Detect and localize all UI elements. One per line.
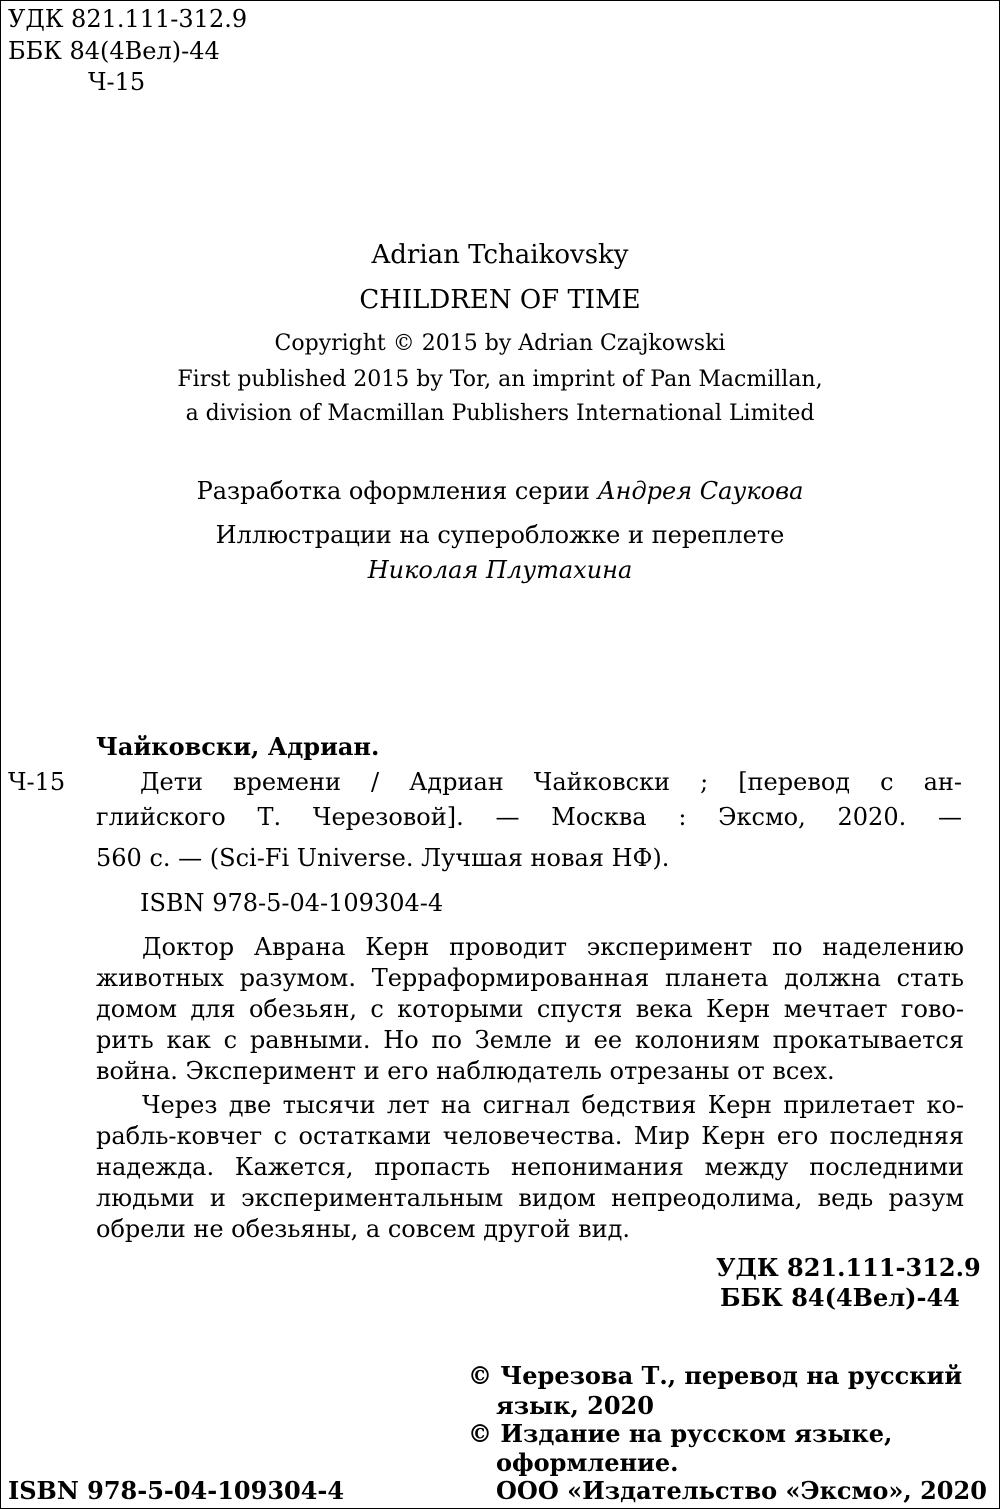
published-line-1: First published 2015 by Tor, an imprint of Pan Macmillan, — [177, 367, 823, 392]
bbk-bottom: ББК 84(4Вел)-44 — [720, 1283, 960, 1312]
catalog-isbn: ISBN 978-5-04-109304-4 — [140, 889, 444, 917]
abstract-1-line-4: рить как с равными. Но по Земле и ее колониям прокатывается — [96, 1026, 964, 1054]
abstract-2-line-1: Через две тысячи лет на сигнал бедствия Керн прилетает ко- — [142, 1091, 964, 1119]
catalog-heading: Чайковски, Адриан. — [96, 732, 380, 761]
abstract-2-line-4: людьми и экспериментальным видом непреодолима, ведь разум — [96, 1184, 964, 1212]
author-sign-top: Ч-15 — [88, 68, 146, 96]
abstract-1-line-3: домом для обезьян, с которыми спустя века Керн мечтает гово- — [96, 995, 964, 1023]
copyright-edition-2: оформление. — [496, 1448, 679, 1477]
copyright-line: Copyright © 2015 by Adrian Czajkowski — [274, 331, 726, 356]
abstract-1-line-1: Доктор Аврана Керн проводит эксперимент по наделению — [142, 933, 964, 961]
catalog-line-1: Дети времени / Адриан Чайковски ; [перевод с ан- — [140, 768, 962, 796]
bbk-top: ББК 84(4Вел)-44 — [8, 37, 220, 65]
catalog-line-2: глийского Т. Черезовой]. — Москва : Эксмо, 2020. — — [96, 803, 962, 831]
series-design-line — [0, 474, 1000, 508]
illustrations-name: Николая Плутахина — [367, 556, 633, 584]
abstract-2-line-5: обрели не обезьяны, а совсем другой вид. — [96, 1215, 631, 1243]
original-title: CHILDREN OF TIME — [359, 285, 641, 315]
isbn-bottom: ISBN 978-5-04-109304-4 — [8, 1476, 345, 1505]
copyright-translation-1: © Черезова Т., перевод на русский — [468, 1361, 963, 1390]
series-design-prefix: Разработка оформления серии — [196, 477, 598, 505]
abstract-1-line-5: война. Эксперимент и его наблюдатель отрезаны от всех. — [96, 1057, 835, 1085]
catalog-line-3: 560 с. — (Sci-Fi Universe. Лучшая новая НФ). — [96, 844, 670, 872]
copyright-publisher: ООО «Издательство «Эксмо», 2020 — [496, 1476, 987, 1505]
udk-bottom: УДК 821.111-312.9 — [716, 1253, 981, 1282]
udk-top: УДК 821.111-312.9 — [8, 5, 248, 33]
copyright-edition-1: © Издание на русском языке, — [468, 1419, 893, 1448]
copyright-translation-2: язык, 2020 — [496, 1391, 654, 1420]
abstract-2-line-2: рабль-ковчег с остатками человечества. Мир Керн его последняя — [96, 1122, 964, 1150]
abstract-1-line-2: животных разумом. Терраформированная планета должна стать — [96, 964, 964, 992]
series-design-name: Андрея Саукова — [597, 477, 804, 505]
catalog-sign: Ч-15 — [8, 768, 66, 796]
illustrations-line: Иллюстрации на суперобложке и переплете — [215, 521, 785, 549]
abstract-2-line-3: надежда. Кажется, пропасть непонимания между последними — [96, 1153, 964, 1181]
original-author: Adrian Tchaikovsky — [371, 240, 629, 270]
published-line-2: a division of Macmillan Publishers International Limited — [185, 401, 815, 426]
